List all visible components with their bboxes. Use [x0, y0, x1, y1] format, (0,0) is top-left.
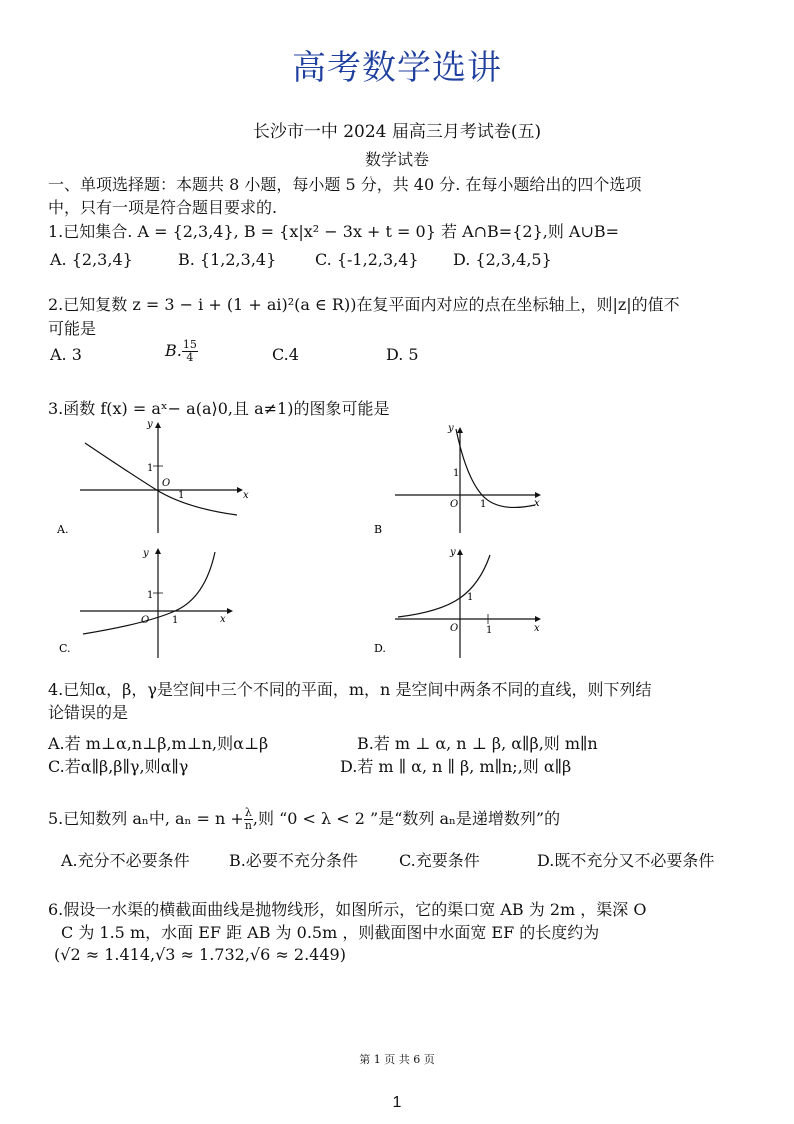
y-axis-arrow — [155, 422, 161, 428]
y-axis-arrow — [457, 427, 463, 433]
q2-option-a: A. 3 — [50, 345, 82, 364]
q4-stem-line1: 4.已知α，β，γ是空间中三个不同的平面，m，n 是空间中两条不同的直线，则下列结 — [48, 680, 652, 699]
exam-title: 长沙市一中 2024 届高三月考试卷(五) — [252, 122, 542, 142]
y-axis-arrow — [155, 548, 161, 554]
curve — [456, 429, 535, 507]
y-label: y — [143, 548, 149, 559]
q3-graph-a — [55, 415, 255, 535]
q4-option-c: C.若α∥β,β∥γ,则α∥γ — [48, 757, 189, 776]
graph-label: D. — [374, 642, 386, 655]
graph-label: B — [374, 523, 383, 535]
x-axis-arrow — [535, 616, 541, 622]
q2-option-b-denominator: 4 — [186, 351, 194, 364]
q1-option-b: B. {1,2,3,4} — [178, 250, 277, 269]
q5-stem-suffix: ,则 “0 < λ < 2 ”是“数列 aₙ是递增数列”的 — [252, 809, 561, 828]
x-label: x — [534, 623, 540, 634]
q1-option-a: A. {2,3,4} — [50, 250, 133, 269]
x-tick-label: 1 — [172, 615, 179, 626]
x-label: x — [534, 498, 540, 509]
q5-option-c: C.充要条件 — [399, 851, 480, 870]
y-tick-label: 1 — [467, 592, 474, 603]
q2-option-b-prefix: B. — [165, 341, 182, 360]
q1-stem: 1.已知集合. A = {2,3,4}, B = {x|x² − 3x + t = 0} 若 A∩B={2},则 A∪B= — [48, 222, 620, 241]
q2-option-b-fraction — [182, 339, 198, 364]
q5-option-a: A.充分不必要条件 — [61, 851, 190, 870]
q2-option-c: C.4 — [272, 345, 299, 364]
q2-option-b — [165, 339, 198, 364]
q4-stem-line2: 论错误的是 — [48, 703, 129, 722]
origin-label: O — [141, 615, 150, 626]
x-tick-label: 1 — [486, 625, 493, 636]
y-tick-label: 1 — [147, 590, 154, 601]
q5-option-d: D.既不充分又不必要条件 — [537, 851, 715, 870]
section-intro-line2: 中，只有一项是符合题目要求的. — [48, 198, 278, 217]
q5-fraction-numerator: λ — [244, 806, 252, 819]
q2-option-d: D. 5 — [386, 345, 419, 364]
q4-option-b: B.若 m ⊥ α, n ⊥ β, α∥β,则 m∥n — [357, 734, 598, 753]
origin-label: O — [450, 499, 459, 510]
q6-stem-line3: (√2 ≈ 1.414,√3 ≈ 1.732,√6 ≈ 2.449) — [54, 945, 346, 964]
q5-fraction — [244, 807, 253, 832]
q3-graph-c — [55, 540, 255, 660]
q5-option-b: B.必要不充分条件 — [229, 851, 358, 870]
graph-label: C. — [59, 642, 71, 655]
x-label: x — [243, 490, 249, 501]
q4-option-a: A.若 m⊥α,n⊥β,m⊥n,则α⊥β — [48, 734, 269, 753]
y-label: y — [448, 423, 454, 434]
x-tick-label: 1 — [480, 499, 487, 510]
origin-label: O — [450, 623, 459, 634]
exam-subtitle: 数学试卷 — [364, 150, 429, 169]
curve — [398, 555, 490, 617]
q5-stem — [48, 806, 560, 832]
y-label: y — [147, 419, 153, 430]
q4-option-d: D.若 m ∥ α, n ∥ β, m∥n;,则 α∥β — [340, 757, 572, 776]
q1-option-d: D. {2,3,4,5} — [453, 250, 552, 269]
q2-stem-line1: 2.已知复数 z = 3 − i + (1 + ai)²(a ∈ R))在复平面内对应的点在坐标轴上，则|z|的值不 — [48, 295, 680, 314]
q2-stem-line2: 可能是 — [48, 319, 97, 338]
y-tick-label: 1 — [453, 468, 460, 479]
x-axis-arrow — [227, 608, 233, 614]
q2-option-b-numerator: 15 — [182, 338, 197, 351]
graph-label: A. — [57, 523, 69, 535]
x-tick-label: 1 — [178, 490, 185, 501]
curve — [85, 443, 237, 515]
section-intro-line1: 一、单项选择题：本题共 8 小题，每小题 5 分，共 40 分. 在每小题给出的四个选项 — [48, 175, 642, 194]
q3-stem: 3.函数 f(x) = aˣ− a(a⟩0,且 a≠1)的图象可能是 — [48, 399, 390, 418]
y-tick-label: 1 — [147, 463, 154, 474]
x-label: x — [220, 614, 226, 625]
q5-stem-prefix: 5.已知数列 aₙ中, aₙ = n + — [48, 809, 244, 828]
origin-label: O — [162, 478, 171, 489]
q3-graph-d — [370, 540, 570, 660]
page-info: 第 1 页 共 6 页 — [359, 1053, 435, 1066]
q1-option-c: C. {-1,2,3,4} — [315, 250, 419, 269]
y-label: y — [450, 547, 456, 558]
q6-stem-line2: C 为 1.5 m，水面 EF 距 AB 为 0.5m ，则截面图中水面宽 EF 的长度约为 — [61, 923, 600, 942]
brand-title: 高考数学选讲 — [292, 48, 502, 88]
page-number: 1 — [392, 1094, 402, 1111]
q3-graph-b — [370, 415, 570, 535]
y-axis-arrow — [457, 549, 463, 555]
q5-fraction-denominator: n — [244, 819, 252, 832]
q6-stem-line1: 6.假设一水渠的横截面曲线是抛物线形，如图所示，它的渠口宽 AB 为 2m ，渠深 O — [48, 900, 647, 919]
